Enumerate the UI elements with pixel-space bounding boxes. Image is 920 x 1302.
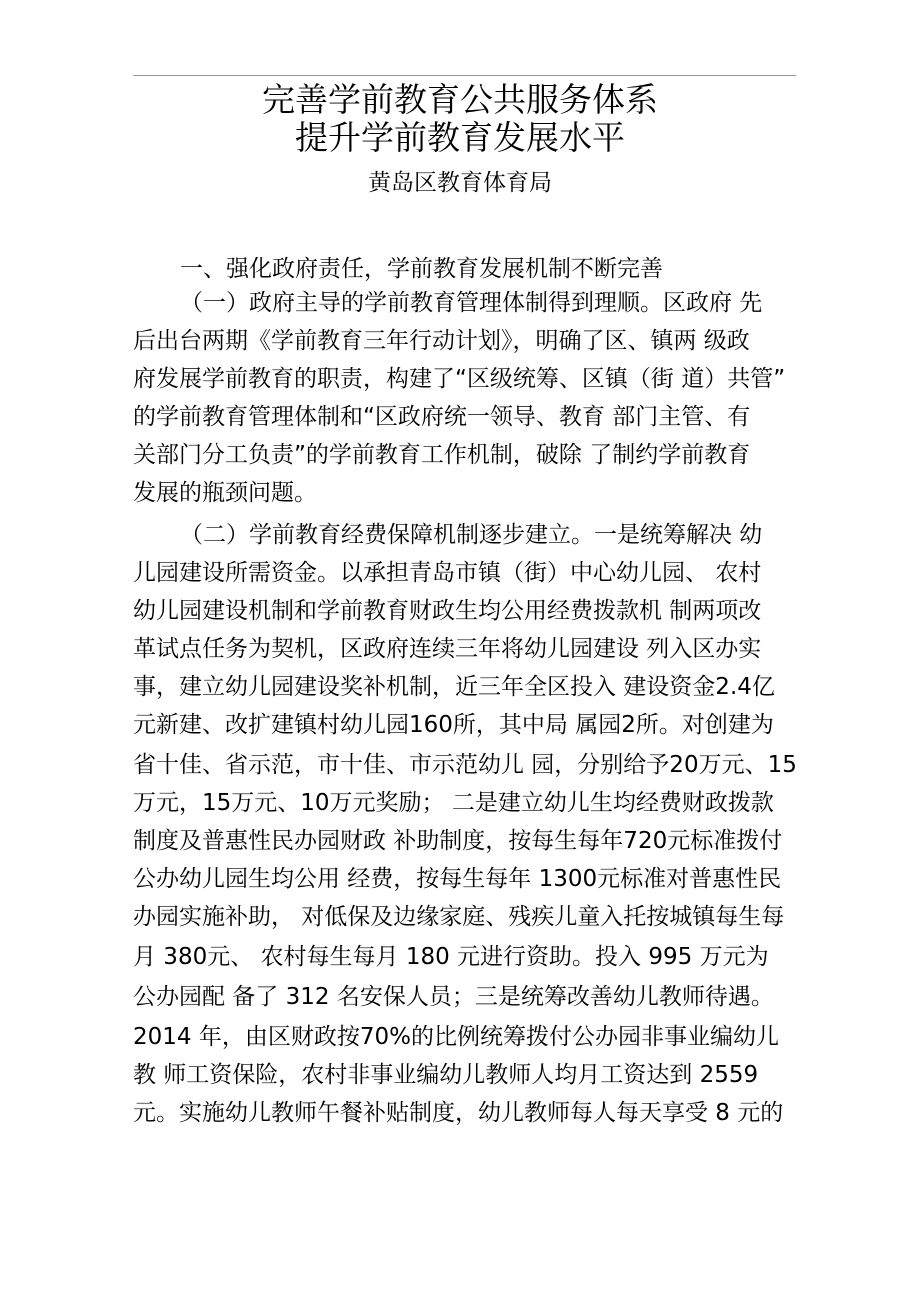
text-line: 的学前教育管理体制和“区政府统一领导、教育 部门主管、有 [133, 404, 751, 430]
title-line-2: 提升学前教育发展水平 [295, 118, 625, 157]
text-line: 万元，15万元、10万元奖励； 二是建立幼儿生均经费财政拨款 [133, 790, 774, 816]
text-line: 元。实施幼儿教师午餐补贴制度，幼儿教师每人每天享受 8 元的 [133, 1100, 784, 1126]
text-line: 儿园建设所需资金。以承担青岛市镇（街）中心幼儿园、 农村 [133, 560, 762, 586]
text-line: 教 师工资保险，农村非事业编幼儿教师人均月工资达到 2559 [133, 1062, 759, 1088]
text-line: 事，建立幼儿园建设奖补机制，近三年全区投入 建设资金2.4亿 [133, 674, 775, 700]
text-line: 月 380元、 农村每生每月 180 元进行资助。投入 995 万元为 [133, 944, 769, 970]
section-heading: 一、强化政府责任，学前教育发展机制不断完善 [180, 256, 663, 282]
text-line: 制度及普惠性民办园财政 补助制度，按每生每年720元标准拨付 [133, 828, 783, 854]
text-line: 革试点任务为契机，区政府连续三年将幼儿园建设 列入区办实 [133, 636, 762, 662]
title-line-1: 完善学前教育公共服务体系 [262, 80, 658, 119]
text-line: 公办园配 备了 312 名安保人员；三是统筹改善幼儿教师待遇。 [133, 984, 774, 1010]
text-line: 幼儿园建设机制和学前教育财政生均公用经费拨款机 制两项改 [133, 598, 762, 624]
text-line: 关部门分工负责”的学前教育工作机制，破除 了制约学前教育 [133, 442, 751, 468]
text-line: 府发展学前教育的职责，构建了“区级统筹、区镇（街 道）共管” [133, 366, 786, 392]
author: 黄岛区教育体育局 [368, 170, 552, 196]
text-line: 公办幼儿园生均公用 经费，按每生每年 1300元标准对普惠性民 [133, 866, 782, 892]
text-line: （二）学前教育经费保障机制逐步建立。一是统筹解决 幼 [180, 522, 763, 548]
text-line: 省十佳、省示范，市十佳、市示范幼儿 园，分别给予20万元、15 [133, 752, 797, 778]
text-line: （一）政府主导的学前教育管理体制得到理顺。区政府 先 [180, 290, 763, 316]
text-line: 2014 年，由区财政按70%的比例统筹拨付公办园非事业编幼儿 [133, 1024, 779, 1050]
header-rule [133, 75, 796, 76]
text-line: 后出台两期《学前教育三年行动计划》，明确了区、镇两 级政 [133, 328, 750, 354]
text-line: 办园实施补助， 对低保及边缘家庭、残疾儿童入托按城镇每生每 [133, 904, 785, 930]
text-line: 发展的瓶颈问题。 [133, 480, 317, 506]
text-line: 元新建、改扩建镇村幼儿园160所，其中局 属园2所。对创建为 [133, 712, 774, 738]
